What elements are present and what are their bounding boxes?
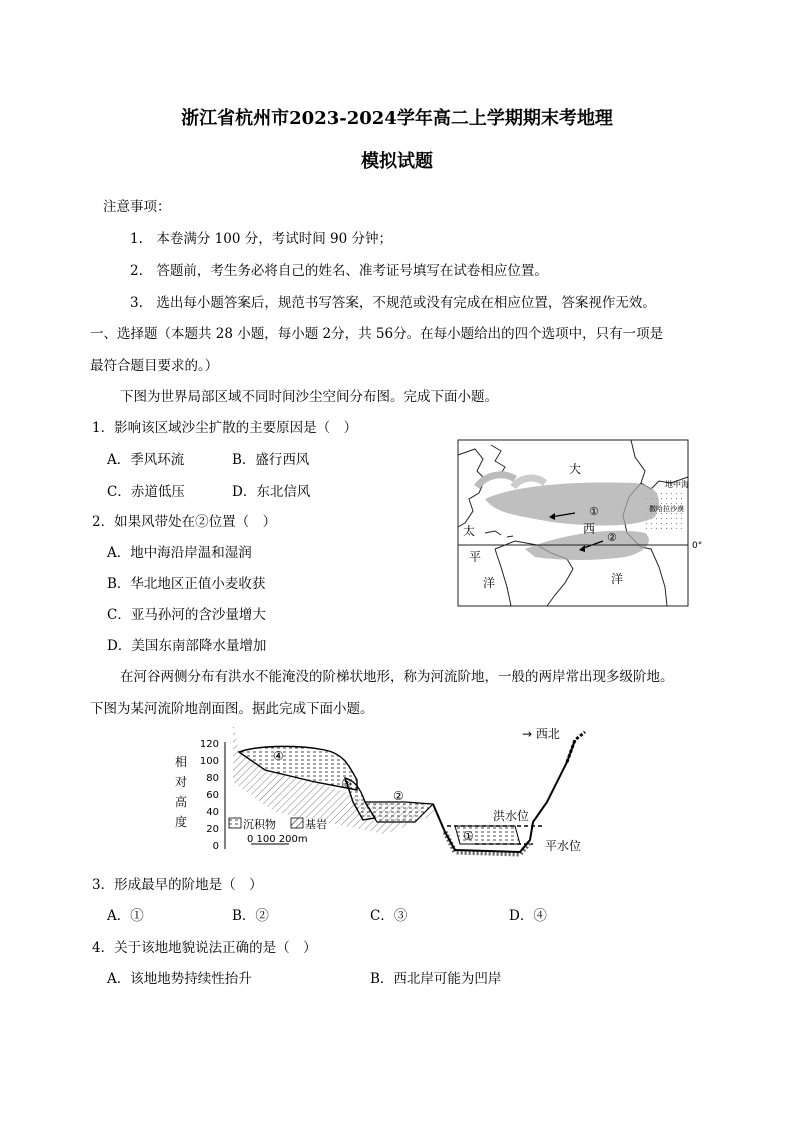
map-label-yang-right: 洋 [611, 572, 624, 586]
terrace-label-2: ② [393, 789, 404, 803]
section-heading: 一、选择题（本题共 28 小题，每小题 2分，共 56分。在每小题给出的四个选项中，只有一项是 [90, 326, 664, 342]
map-label-med: 地中海 [665, 480, 689, 489]
legend-bedrock-label: 基岩 [305, 818, 327, 831]
question-2-option-c: C．亚马孙河的含沙量增大 [107, 607, 266, 623]
map-label-tai: 太 [463, 524, 476, 538]
question-3-stem: 3．形成最早的阶地是（ ） [92, 877, 263, 893]
question-4-option-a: A．该地地势持续性抬升 [107, 971, 252, 987]
map-label-yang-left: 洋 [483, 576, 496, 590]
map-marker-2: ② [607, 531, 617, 544]
direction-label: → 西北 [522, 727, 560, 741]
map-label-ping: 平 [469, 550, 482, 564]
ylabel-1: 相 [175, 755, 188, 769]
intro-paragraph-2-cont: 下图为某河流阶地剖面图。据此完成下面小题。 [90, 701, 374, 717]
legend-bedrock-swatch [291, 818, 303, 828]
ytick-0: 0 [212, 841, 219, 852]
map-label-sahara: 撒哈拉沙漠 [649, 505, 684, 513]
terrace-label-1: ① [463, 829, 474, 843]
ytick-80: 80 [206, 773, 219, 784]
map-label-big: 大 [569, 462, 582, 476]
river-terrace-profile [175, 722, 615, 870]
question-2-option-b: B．华北地区正值小麦收获 [107, 576, 266, 592]
ylabel-3: 高 [175, 795, 188, 809]
question-1-option-d: D．东北信风 [232, 484, 311, 500]
ytick-40: 40 [206, 807, 219, 818]
flood-level-label: 洪水位 [493, 809, 530, 823]
ytick-100: 100 [199, 756, 219, 767]
map-marker-1: ① [589, 505, 599, 518]
ytick-120: 120 [199, 739, 219, 750]
question-4-stem: 4．关于该地地貌说法正确的是（ ） [92, 940, 317, 956]
notice-heading: 注意事项： [103, 199, 171, 215]
question-1-option-b: B．盛行西风 [232, 452, 310, 468]
section-heading-cont: 最符合题目要求的。） [90, 358, 219, 374]
notice-item-3: 3. 选出每小题答案后，规范书写答案，不规范或没有完成在相应位置，答案视作无效。 [130, 295, 656, 311]
question-3-option-d: D．④ [509, 908, 547, 924]
question-3-option-a: A．① [107, 908, 144, 924]
question-2-option-a: A．地中海沿岸温和湿润 [107, 545, 252, 561]
question-4-option-b: B．西北岸可能为凹岸 [370, 971, 502, 987]
scale-label: 0 100 200m [247, 834, 308, 845]
map-label-west: 西 [583, 522, 596, 536]
legend-sediment-swatch [229, 818, 241, 828]
notice-item-2: 2. 答题前，考生务必将自己的姓名、准考证号填写在试卷相应位置。 [130, 263, 548, 279]
ylabel-4: 度 [175, 815, 188, 829]
legend-sediment-label: 沉积物 [243, 818, 276, 831]
question-1-option-a: A．季风环流 [107, 452, 185, 468]
ylabel-2: 对 [175, 775, 188, 789]
intro-paragraph-1: 下图为世界局部区域不同时间沙尘空间分布图。完成下面小题。 [120, 389, 498, 405]
map-label-equator: 0° [692, 541, 703, 551]
question-1-option-c: C．赤道低压 [107, 484, 185, 500]
question-2-stem: 2．如果风带处在②位置（ ） [92, 514, 277, 530]
dust-distribution-map [455, 437, 715, 609]
terrace-label-3: ③ [341, 777, 352, 791]
ytick-20: 20 [206, 824, 219, 835]
question-1-stem: 1．影响该区域沙尘扩散的主要原因是（ ） [92, 420, 358, 436]
question-3-option-c: C．③ [370, 908, 408, 924]
page-title: 浙江省杭州市2023-2024学年高二上学期期末考地理 [181, 108, 613, 129]
notice-item-1: 1. 本卷满分 100 分，考试时间 90 分钟； [130, 231, 392, 247]
terrace-label-4: ④ [273, 749, 284, 763]
question-2-option-d: D．美国东南部降水量增加 [107, 638, 267, 654]
page-subtitle: 模拟试题 [361, 151, 433, 172]
ytick-60: 60 [206, 790, 219, 801]
intro-paragraph-2: 在河谷两侧分布有洪水不能淹没的阶梯状地形，称为河流阶地，一般的两岸常出现多级阶地。 [120, 669, 674, 685]
normal-level-label: 平水位 [545, 839, 582, 853]
question-3-option-b: B．② [232, 908, 269, 924]
